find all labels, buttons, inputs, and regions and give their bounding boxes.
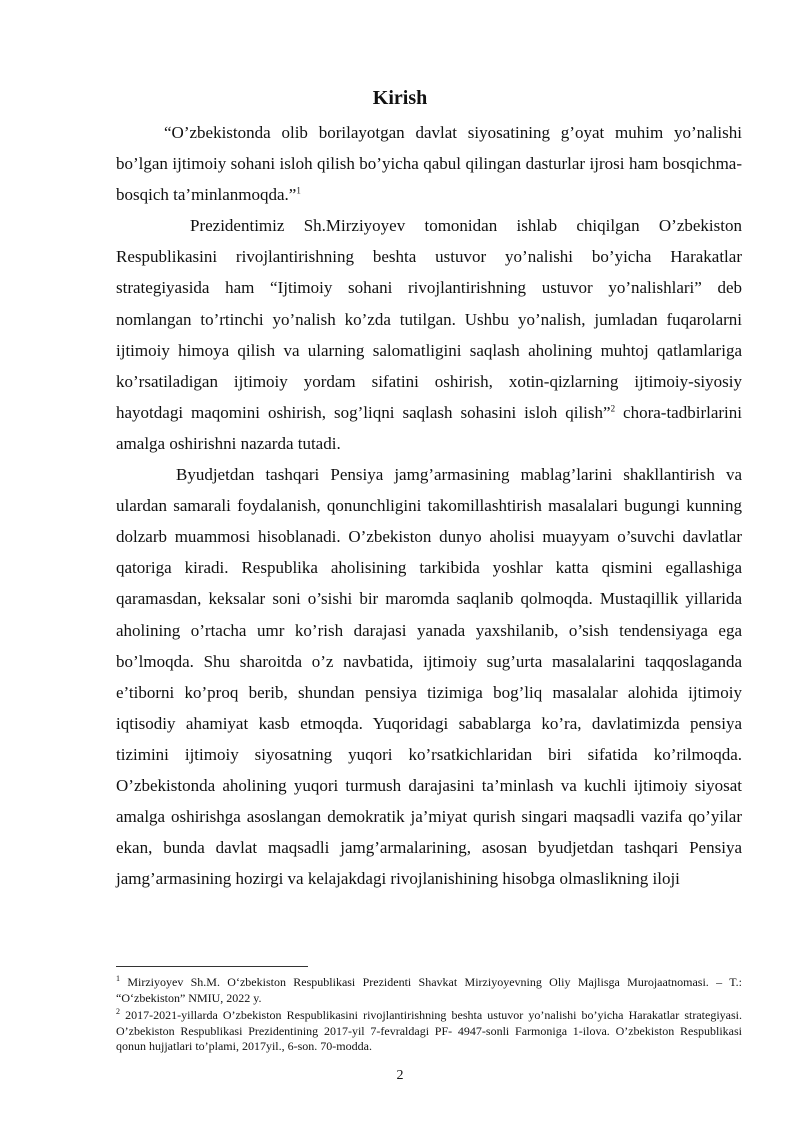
footnote-1-marker: 1: [116, 974, 120, 983]
paragraph-3: [116, 459, 742, 894]
footnote-separator: [116, 966, 308, 967]
footnote-2-text: 2017-2021-yillarda O’zbekiston Respublikasini rivojlantirishning beshta ustuvor yo’nalishi bo’yicha Harakatlar strategiyasi. O’zbekiston Respublikasi Prezidentining 2017-yil 7-fevraldagi PF- 4947-sonli Farmoniga 1-ilova. O’zbekiston Respublikasi qonun hujjatlari to’plami, 2017yil., 6-son. 70-modda.: [116, 1008, 743, 1053]
paragraph-2: [116, 210, 742, 459]
footnote-ref-2[interactable]: 2: [610, 403, 616, 414]
footnote-ref-1[interactable]: 1: [296, 185, 301, 196]
paragraph-1: [116, 117, 742, 210]
paragraph-1-text: “O’zbekistonda olib borilayotgan davlat siyosatining g’oyat muhim yo’nalishi bo’lgan ijtimoiy sohani isloh qilish bo’yicha qabul qilingan dasturlar ijrosi ham bosqichma-bosqich ta’minlanmoqda.”: [116, 123, 742, 205]
footnote-1-text: Mirziyoyev Sh.M. O‘zbekiston Respublikasi Prezidenti Shavkat Mirziyoyevning Oliy Majlisga Murojaatnomasi. – T.: “O‘zbekiston” NMIU, 2022 y.: [116, 975, 742, 1005]
section-title: Kirish: [372, 87, 428, 109]
paragraph-2-text: Prezidentimiz Sh.Mirziyoyev tomonidan ishlab chiqilgan O’zbekiston Respublikasini rivojlantirishning beshta ustuvor yo’nalishi bo’yicha Harakatlar strategiyasida ham “Ijtimoiy sohani rivojlantirishning ustuvor yo’nalishlari” deb nomlangan to’rtinchi yo’nalish ko’zda tutilgan. Ushbu yo’nalish, jumladan fuqarolarni ijtimoiy himoya qilish va ularning salomatligini saqlash aholining muhtoj qatlamlariga ko’rsatiladigan ijtimoiy yordam sifatini oshirish, xotin-qizlarning ijtimoiy-siyosiy hayotdagi maqomini oshirish, sog’liqni saqlash sohasini isloh qilish”: [116, 216, 742, 422]
footnote-2: [116, 1008, 742, 1055]
paragraph-2-tail: chora-tadbirlarini amalga oshirishni nazarda tutadi.: [116, 402, 742, 453]
footnotes: [116, 975, 742, 1057]
page-number: 2: [396, 1068, 404, 1083]
footnote-2-marker: 2: [116, 1007, 120, 1016]
paragraph-3-text: Byudjetdan tashqari Pensiya jamg’armasining mablag’larini shakllantirish va ulardan samarali foydalanish, qonunchligini takomillashtirish masalalari bugungi kunning dolzarb muammosi hisoblanadi. O’zbekiston dunyo aholisi muayyam o’suvchi davlatlar qatoriga kiradi. Respublika aholisining tarkibida yoshlar katta qismini egallashiga qaramasdan, keksalar soni o’sishi bir maromda saqlanib qolmoqda. Mustaqillik yillarida aholining o’rtacha umr ko’rish darajasi yanada yaxshilanib, o’sish tendensiyaga ega bo’lmoqda. Shu sharoitda o’z navbatida, ijtimoiy sug’urta masalalarini taqqoslaganda e’tiborni ko’proq berib, shundan pensiya tizimiga bog’liq masalalar alohida ijtimoiy iqtisodiy ahamiyat kasb etmoqda. Yuqoridagi sabablarga ko’ra, davlatimizda pensiya tizimini ijtimoiy siyosatning yuqori ko’rsatkichlaridan biri sifatida ko’rilmoqda. O’zbekistonda aholining yuqori turmush darajasini ta’minlash va kuchli ijtimoiy siyosat amalga oshirishga asoslangan demokratik ja’miyat qurish singari maqsadli vazifa qo’yilar ekan, bunda davlat maqsadli jamg’armalarining, asosan byudjetdan tashqari Pensiya jamg’armasining hozirgi va kelajakdagi rivojlanishining hisobga olmaslikning iloji: [116, 465, 742, 889]
body-text: [116, 117, 742, 894]
footnote-1: [116, 975, 742, 1006]
